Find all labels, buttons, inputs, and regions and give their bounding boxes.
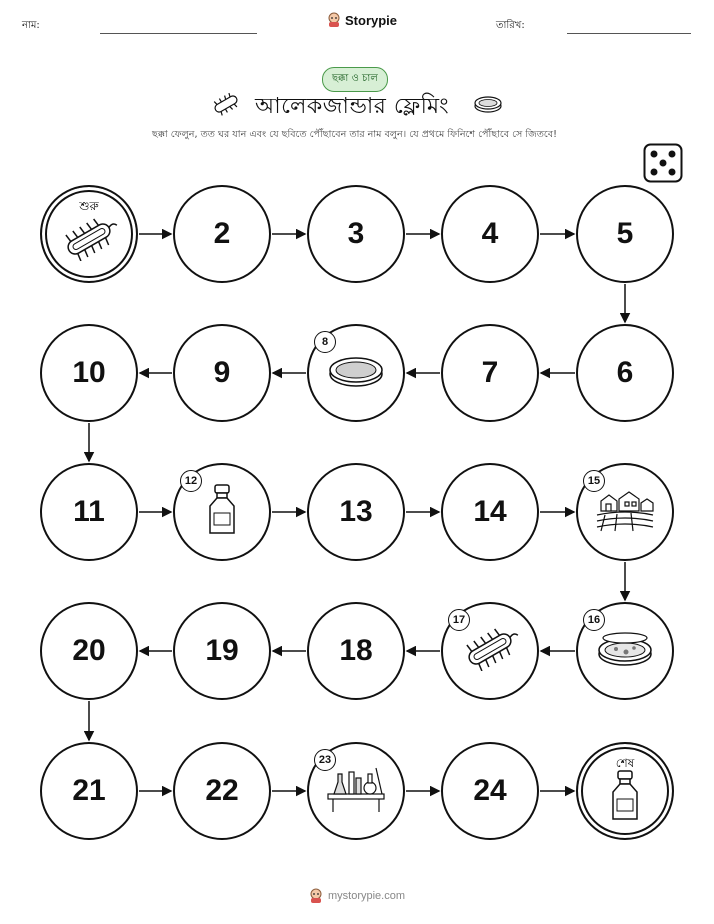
board-cell-finish[interactable] [576, 742, 674, 840]
medicine-bottle-icon [607, 769, 643, 827]
cell-number: 5 [616, 217, 634, 250]
cell-number-tag: 17 [448, 609, 470, 631]
finish-label: শেষ [615, 756, 635, 770]
board-cell-14[interactable] [441, 463, 539, 561]
cell-number: 6 [616, 356, 634, 389]
cell-number: 7 [481, 356, 499, 389]
bacteria-icon [58, 217, 120, 265]
cell-number: 24 [473, 774, 507, 807]
board-cell-21[interactable] [40, 742, 138, 840]
cell-number: 4 [481, 217, 499, 250]
board-cell-16[interactable] [576, 602, 674, 700]
board-cell-12[interactable] [173, 463, 271, 561]
lab-bench-icon [324, 764, 388, 818]
petri-dish-colonies-icon [596, 629, 654, 673]
date-label: তারিখ: [496, 20, 525, 31]
board-cell-19[interactable] [173, 602, 271, 700]
cell-number: 10 [72, 356, 106, 389]
cell-number-tag: 15 [583, 470, 605, 492]
game-type-badge: ছক্কা ও চাল [322, 67, 388, 92]
medicine-bottle-icon [204, 483, 240, 541]
instructions: ছক্কা ফেলুন, তত ঘর যান এবং যে ছবিতে পৌঁছাবেন তার নাম বলুন। যে প্রথমে ফিনিশে পৌঁছাবে সে জিতবে! [152, 129, 557, 140]
board-cell-17[interactable] [441, 602, 539, 700]
board-cell-8[interactable] [307, 324, 405, 422]
cell-number: 13 [339, 495, 373, 528]
board-cell-6[interactable] [576, 324, 674, 422]
board-cell-3[interactable] [307, 185, 405, 283]
cell-number: 21 [72, 774, 106, 807]
cell-number: 11 [73, 495, 105, 528]
board-cell-20[interactable] [40, 602, 138, 700]
cell-number: 22 [205, 774, 239, 807]
brand-name: Storypie [345, 12, 398, 28]
cell-number: 14 [473, 495, 507, 528]
name-label: নাম: [22, 20, 40, 31]
board-cell-7[interactable] [441, 324, 539, 422]
board-cell-24[interactable] [441, 742, 539, 840]
cell-number-tag: 16 [583, 609, 605, 631]
board-cell-18[interactable] [307, 602, 405, 700]
farm-village-icon [595, 487, 655, 537]
board-cell-9[interactable] [173, 324, 271, 422]
cell-number: 20 [72, 634, 106, 667]
page-title: আলেকজান্ডার ফ্লেমিং [255, 94, 450, 119]
board-cell-15[interactable] [576, 463, 674, 561]
board-cell-11[interactable] [40, 463, 138, 561]
board-cell-start[interactable] [40, 185, 138, 283]
bacteria-icon [459, 627, 521, 675]
start-label: শুরু [79, 199, 99, 213]
board-cell-10[interactable] [40, 324, 138, 422]
board-cell-4[interactable] [441, 185, 539, 283]
cell-number: 19 [205, 634, 239, 667]
cell-number: 9 [213, 356, 231, 389]
board-cell-23[interactable] [307, 742, 405, 840]
board-cell-5[interactable] [576, 185, 674, 283]
cell-number: 2 [213, 217, 231, 250]
cell-number: 3 [347, 217, 365, 250]
board-cell-2[interactable] [173, 185, 271, 283]
footer [309, 888, 405, 904]
board-cell-13[interactable] [307, 463, 405, 561]
cell-number: 18 [339, 634, 373, 667]
cell-number-tag: 8 [314, 331, 336, 353]
petri-dish-icon [327, 353, 385, 393]
cell-number-tag: 23 [314, 749, 336, 771]
footer-url[interactable]: mystorypie.com [328, 890, 406, 902]
mascot-icon [309, 888, 323, 904]
board-cell-22[interactable] [173, 742, 271, 840]
cell-number-tag: 12 [180, 470, 202, 492]
